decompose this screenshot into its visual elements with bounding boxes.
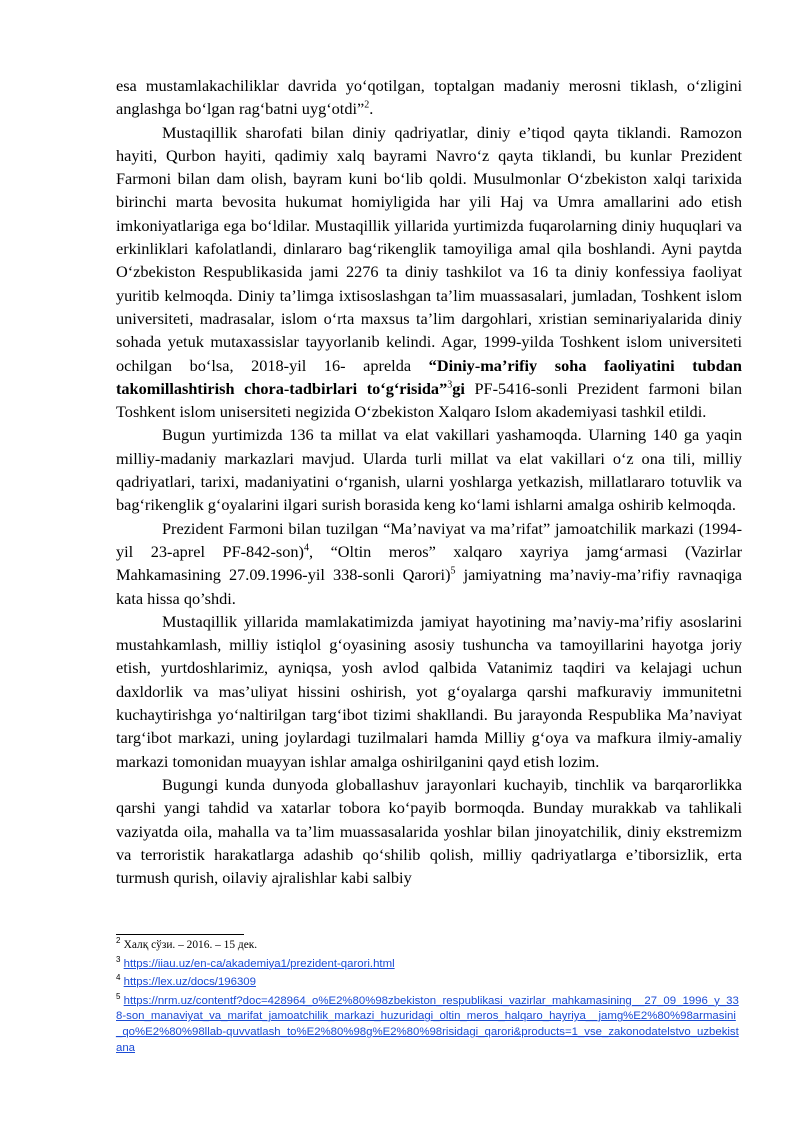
footnote-link-4[interactable]: https://lex.uz/docs/196309 <box>123 976 256 989</box>
footnote-ref-5[interactable]: 5 <box>450 565 456 577</box>
paragraph-centers: Prezident Farmoni bilan tuzilgan “Ma’naviyat va ma’rifat” jamoatchilik markazi (1994-yil 23-aprel PF-842-son)$^4$, “Oltin meros” xalqaro xayriya jamg‘armasi (Vazirlar Mahkamasining 27.09.1996-yil 338-sonli Qarori)$^5$ jamiyatning ma’naviy-ma’rifiy ravnaqiga kata hissa qo’shdi. <box>116 518 742 608</box>
decree-title: “Diniy-ma’rifiy soha faoliyatini tubdan takomillashtirish chora-tadbirlari to‘g‘risida” <box>116 355 742 398</box>
paragraph-religious-values: Mustaqillik sharofati bilan diniy qadriyatlar, diniy e’tiqod qayta tiklandi. Ramozon hayiti, Qurbon hayiti, qadimiy xalq bayrami Navro‘z qayta tiklandi, bu kunlar Prezident Farmoni bilan dam olish, bayram kuni bo‘lib qoldi. Musulmonlar O‘zbekiston xalqi tarixida birinchi marta bevosita hukumat homiyligida har yili Haj va Umra amallarini ado etish imkoniyatlariga ega bo‘ldilar. Mustaqillik yillarida yurtimizda fuqarolarning diniy huquqlari va erkinliklari kafolatlandi, dinlararo bag‘rikenglik tamoyiliga amal qila boshlandi. Ayni paytda O‘zbekiston Respublikasida jami 2276 ta diniy tashkilot va 16 ta diniy konfessiya faoliyat yuritib kelmoqda. Diniy ta’limga ixtisoslashgan ta’lim muassasalari, jumladan, Toshkent islom universiteti, madrasalar, islom o‘rta maxsus ta’lim dargohlari, xristian seminariyalarida diniy sohada yetuk mutaxassislar tayyorlanib kelindi. Agar, 1999-yilda Toshkent islom universiteti ochilgan bo‘lsa, 2018-yil 16- aprelda “Diniy-ma’rifiy soha faoliyatini tubdan takomillashtirish chora-tadbirlari to‘g‘risida”$^3$gi PF-5416-sonli Prezident farmoni bilan Toshkent islom unisersiteti negizida O‘zbekiston Xalqaro Islom akademiyasi tashkil etildi. <box>116 122 742 422</box>
footnote-3: $^3$ https://iiau.uz/en-ca/akademiya1/prezident-qarori.html <box>116 954 395 970</box>
paragraph-nationalities: Bugun yurtimizda 136 ta millat va elat vakillari yashamoqda. Ularning 140 ga yaqin milliy-madaniy markazlari mavjud. Ularda turli millat va elat vakillari o‘z ona tili, milliy qadriyatlari, tarixi, madaniyatini o‘rganish, ularni yoshlarga yetkazish, millatlararo totuvlik va bag‘rikenglik g‘oyalarini ilgari surish borasida keng ko‘lami ishlarni amalga oshirib kelmoqda. <box>116 425 742 515</box>
footnote-2: $^2$ Халқ сўзи. – 2016. – 15 дек. <box>116 936 258 951</box>
paragraph-globalization: Bugungi kunda dunyoda globallashuv jarayonlari kuchayib, tinchlik va barqarorlikka qarshi yangi tahdid va xatarlar tobora ko‘payib bormoqda. Bunday murakkab va tahlikali vaziyatda oila, mahalla va ta’lim muassasalarida yoshlar bilan jinoyatchilik, diniy ekstremizm va terroristik harakatlarga adashib qo‘shilib qolish, milliy qadriyatlarga e’tiborsizlik, erta turmush qurish, oilaviy ajralishlar kabi salbiy <box>116 774 742 888</box>
paragraph-spiritual-foundations: Mustaqillik yillarida mamlakatimizda jamiyat hayotining ma’naviy-ma’rifiy asoslarini mustahkamlash, milliy istiqlol g‘oyasining asosiy tushuncha va tamoyillarini hayotga joriy etish, yurtdoshlarimiz, ayniqsa, yosh avlod qalbida Vatanimiz taqdiri va kelajagi uchun daxldorlik va mas’uliyat hissini oshirish, yot g‘oyalarga qarshi mafkuraviy immunitetni kuchaytirishga yo‘naltirilgan targ‘ibot tizimi shakllandi. Bu jarayonda Respublika Ma’naviyat targ‘ibot markazi, uning joylardagi tuzilmalari hamda Milliy g‘oya va mafkura ilmiy-amaliy markazi tomonidan muayyan ishlar amalga oshirilganini qayd etish lozim. <box>116 611 742 771</box>
footnote-ref-3[interactable]: 3 <box>447 379 453 391</box>
footnote-link-3[interactable]: https://iiau.uz/en-ca/akademiya1/prezident-qarori.html <box>123 957 395 970</box>
footnote-4: $^4$ https://lex.uz/docs/196309 <box>116 973 256 989</box>
document-body <box>116 74 742 889</box>
footnote-link-5[interactable]: https://nrm.uz/contentf?doc=428964_o%E2%80%98zbekiston_respublikasi_vazirlar_mahkamasining__27_09_1996_y_338-son_manaviyat_va_marifat_jamoatchilik_markazi_huzuridagi_oltin_meros_halqaro_hayriya__jamg%E2%80%98armasini_qo%E2%80%98llab-quvvatlash_to%E2%80%98g%E2%80%98risidagi_qarori&products=1_vse_zakonodatelstvo_uzbekistana <box>116 994 739 1054</box>
footnote-5: $^5$ https://nrm.uz/contentf?doc=428964_o%E2%80%98zbekiston_respublikasi_vazirlar_mahkamasining__27_09_1996_y_338-son_manaviyat_va_marifat_jamoatchilik_markazi_huzuridagi_oltin_meros_halqaro_hayriya__jamg%E2%80%98armasini_qo%E2%80%98llab-quvvatlash_to%E2%80%98g%E2%80%98risidagi_qarori&products=1_vse_zakonodatelstvo_uzbekistana <box>116 991 739 1054</box>
footnote-separator <box>116 934 244 935</box>
paragraph-continuation: esa mustamlakachiliklar davrida yo‘qotilgan, toptalgan madaniy merosni tiklash, o‘zligini anglashga bo‘lgan rag‘batni uyg‘otdi”$^2$. <box>116 76 742 119</box>
footnote-ref-4[interactable]: 4 <box>303 542 309 554</box>
footnotes <box>116 934 742 1059</box>
footnote-ref-2[interactable]: 2 <box>364 99 370 111</box>
